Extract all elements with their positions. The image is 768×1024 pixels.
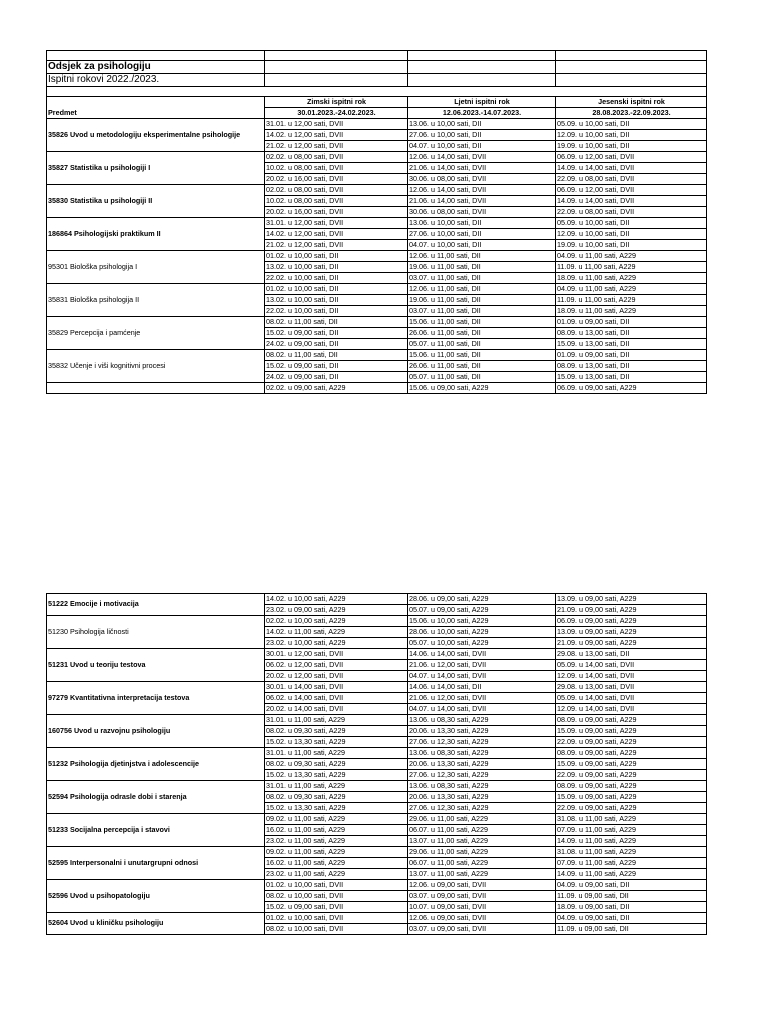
subject-cell: 51231 Uvod u teoriju testova	[47, 649, 265, 682]
summer-date-cell: 06.07. u 11,00 sati, A229	[408, 858, 556, 869]
subject-cell: 52594 Psihologija odrasle dobi i starenja	[47, 781, 265, 814]
autumn-date-cell: 19.09. u 10,00 sati, DII	[556, 240, 707, 251]
winter-date-cell: 14.02. u 12,00 sati, DVII	[265, 130, 408, 141]
winter-date-cell: 23.02. u 11,00 sati, A229	[265, 869, 408, 880]
autumn-date-cell: 06.09. u 09,00 sati, A229	[556, 616, 707, 627]
empty-cell	[47, 51, 265, 61]
winter-date-cell: 23.02. u 10,00 sati, A229	[265, 638, 408, 649]
winter-range: 30.01.2023.-24.02.2023.	[265, 108, 408, 119]
subject-cell: 95301 Biološka psihologija I	[47, 251, 265, 284]
autumn-date-cell: 04.09. u 11,00 sati, A229	[556, 284, 707, 295]
autumn-date-cell: 21.09. u 09,00 sati, A229	[556, 605, 707, 616]
winter-date-cell: 01.02. u 10,00 sati, DVII	[265, 880, 408, 891]
table-row	[47, 880, 707, 891]
subject-cell: 97279 Kvantitativna interpretacija testova	[47, 682, 265, 715]
winter-date-cell: 09.02. u 11,00 sati, A229	[265, 814, 408, 825]
winter-date-cell: 31.01. u 12,00 sati, DVII	[265, 119, 408, 130]
summer-date-cell: 04.07. u 14,00 sati, DVII	[408, 671, 556, 682]
summer-date-cell: 26.06. u 11,00 sati, DII	[408, 361, 556, 372]
autumn-range: 28.08.2023.-22.09.2023.	[556, 108, 707, 119]
summer-date-cell: 13.07. u 11,00 sati, A229	[408, 869, 556, 880]
autumn-date-cell: 13.09. u 09,00 sati, A229	[556, 627, 707, 638]
summer-date-cell: 03.07. u 09,00 sati, DVII	[408, 924, 556, 935]
autumn-date-cell: 07.09. u 11,00 sati, A229	[556, 825, 707, 836]
summer-date-cell: 04.07. u 10,00 sati, DII	[408, 141, 556, 152]
winter-header: Zimski ispitni rok	[265, 97, 408, 108]
summer-date-cell: 27.06. u 10,00 sati, DII	[408, 130, 556, 141]
summer-date-cell: 28.06. u 09,00 sati, A229	[408, 594, 556, 605]
winter-date-cell: 15.02. u 09,00 sati, DII	[265, 328, 408, 339]
subject-cell: 51233 Socijalna percepcija i stavovi	[47, 814, 265, 847]
winter-date-cell: 31.01. u 11,00 sati, A229	[265, 781, 408, 792]
winter-date-cell: 08.02. u 09,30 sati, A229	[265, 792, 408, 803]
autumn-date-cell: 14.09. u 11,00 sati, A229	[556, 869, 707, 880]
winter-date-cell: 08.02. u 09,30 sati, A229	[265, 726, 408, 737]
autumn-date-cell: 07.09. u 11,00 sati, A229	[556, 858, 707, 869]
summer-date-cell: 19.06. u 11,00 sati, DII	[408, 262, 556, 273]
summer-date-cell: 28.06. u 10,00 sati, A229	[408, 627, 556, 638]
autumn-date-cell: 18.09. u 11,00 sati, A229	[556, 306, 707, 317]
winter-date-cell: 20.02. u 16,00 sati, DVII	[265, 174, 408, 185]
winter-date-cell: 10.02. u 08,00 sati, DVII	[265, 196, 408, 207]
table-row	[47, 350, 707, 361]
autumn-date-cell: 12.09. u 14,00 sati, DVII	[556, 671, 707, 682]
autumn-date-cell: 15.09. u 13,00 sati, DII	[556, 372, 707, 383]
table-row	[47, 814, 707, 825]
summer-date-cell: 30.06. u 08,00 sati, DVII	[408, 174, 556, 185]
subject-cell: 51232 Psihologija djetinjstva i adolescencije	[47, 748, 265, 781]
autumn-date-cell: 04.09. u 09,00 sati, DII	[556, 880, 707, 891]
table-row	[47, 682, 707, 693]
autumn-date-cell: 11.09. u 11,00 sati, A229	[556, 295, 707, 306]
autumn-date-cell: 05.09. u 10,00 sati, DII	[556, 119, 707, 130]
subject-cell: 51222 Emocije i motivacija	[47, 594, 265, 616]
table-row	[47, 251, 707, 262]
winter-date-cell: 23.02. u 09,00 sati, A229	[265, 605, 408, 616]
winter-date-cell: 02.02. u 10,00 sati, A229	[265, 616, 408, 627]
winter-date-cell: 02.02. u 09,00 sati, A229	[265, 383, 408, 394]
autumn-date-cell: 11.09. u 11,00 sati, A229	[556, 262, 707, 273]
winter-date-cell: 15.02. u 13,30 sati, A229	[265, 770, 408, 781]
table-row	[47, 284, 707, 295]
winter-date-cell: 24.02. u 09,00 sati, DII	[265, 339, 408, 350]
autumn-date-cell: 08.09. u 13,00 sati, DII	[556, 361, 707, 372]
table-row	[47, 649, 707, 660]
summer-date-cell: 27.06. u 12,30 sati, A229	[408, 737, 556, 748]
autumn-date-cell: 22.09. u 08,00 sati, DVII	[556, 174, 707, 185]
autumn-date-cell: 05.09. u 14,00 sati, DVII	[556, 693, 707, 704]
autumn-date-cell: 14.09. u 14,00 sati, DVII	[556, 196, 707, 207]
subject-cell: 35832 Učenje i viši kognitivni procesi	[47, 350, 265, 383]
table-row	[47, 913, 707, 924]
autumn-date-cell: 22.09. u 08,00 sati, DVII	[556, 207, 707, 218]
summer-date-cell: 12.06. u 11,00 sati, DII	[408, 251, 556, 262]
winter-date-cell: 31.01. u 12,00 sati, DVII	[265, 218, 408, 229]
table-row	[47, 119, 707, 130]
winter-date-cell: 20.02. u 12,00 sati, DVII	[265, 671, 408, 682]
summer-date-cell: 13.06. u 10,00 sati, DII	[408, 119, 556, 130]
autumn-date-cell: 12.09. u 10,00 sati, DII	[556, 229, 707, 240]
summer-date-cell: 21.06. u 12,00 sati, DVII	[408, 693, 556, 704]
summer-date-cell: 04.07. u 10,00 sati, DII	[408, 240, 556, 251]
summer-date-cell: 03.07. u 11,00 sati, DII	[408, 273, 556, 284]
page-title: Odsjek za psihologiju	[47, 61, 265, 74]
summer-header: Ljetni ispitni rok	[408, 97, 556, 108]
winter-date-cell: 06.02. u 14,00 sati, DVII	[265, 693, 408, 704]
table-row	[47, 218, 707, 229]
table-row	[47, 317, 707, 328]
autumn-date-cell: 15.09. u 09,00 sati, A229	[556, 726, 707, 737]
subject-cell: 52604 Uvod u kliničku psihologiju	[47, 913, 265, 935]
autumn-date-cell: 06.09. u 09,00 sati, A229	[556, 383, 707, 394]
summer-date-cell: 20.06. u 13,30 sati, A229	[408, 792, 556, 803]
winter-date-cell: 24.02. u 09,00 sati, DII	[265, 372, 408, 383]
autumn-date-cell: 05.09. u 10,00 sati, DII	[556, 218, 707, 229]
summer-date-cell: 21.06. u 12,00 sati, DVII	[408, 660, 556, 671]
winter-date-cell: 15.02. u 13,30 sati, A229	[265, 737, 408, 748]
summer-date-cell: 19.06. u 11,00 sati, DII	[408, 295, 556, 306]
summer-date-cell: 15.06. u 10,00 sati, A229	[408, 616, 556, 627]
summer-date-cell: 05.07. u 10,00 sati, A229	[408, 638, 556, 649]
summer-date-cell: 12.06. u 11,00 sati, DII	[408, 284, 556, 295]
autumn-date-cell: 01.09. u 09,00 sati, DII	[556, 317, 707, 328]
autumn-header: Jesenski ispitni rok	[556, 97, 707, 108]
winter-date-cell: 13.02. u 10,00 sati, DII	[265, 295, 408, 306]
autumn-date-cell: 19.09. u 10,00 sati, DII	[556, 141, 707, 152]
autumn-date-cell: 13.09. u 09,00 sati, A229	[556, 594, 707, 605]
autumn-date-cell: 06.09. u 12,00 sati, DVII	[556, 185, 707, 196]
table-row	[47, 594, 707, 605]
autumn-date-cell: 08.09. u 09,00 sati, A229	[556, 748, 707, 759]
subject-cell	[47, 383, 265, 394]
autumn-date-cell: 15.09. u 09,00 sati, A229	[556, 759, 707, 770]
summer-date-cell: 06.07. u 11,00 sati, A229	[408, 825, 556, 836]
table-row	[47, 781, 707, 792]
summer-date-cell: 15.06. u 11,00 sati, DII	[408, 350, 556, 361]
subject-cell: 35829 Percepcija i pamćenje	[47, 317, 265, 350]
autumn-date-cell: 15.09. u 13,00 sati, DII	[556, 339, 707, 350]
subject-cell: 52596 Uvod u psihopatologiju	[47, 880, 265, 913]
summer-date-cell: 30.06. u 08,00 sati, DVII	[408, 207, 556, 218]
summer-date-cell: 12.06. u 14,00 sati, DVII	[408, 185, 556, 196]
summer-date-cell: 14.06. u 14,00 sati, DVII	[408, 649, 556, 660]
winter-date-cell: 08.02. u 09,30 sati, A229	[265, 759, 408, 770]
subject-cell: 52595 Interpersonalni i unutargrupni odnosi	[47, 847, 265, 880]
subject-cell: 160756 Uvod u razvojnu psihologiju	[47, 715, 265, 748]
table-row	[47, 715, 707, 726]
autumn-date-cell: 05.09. u 14,00 sati, DVII	[556, 660, 707, 671]
page-subtitle: Ispitni rokovi 2022./2023.	[47, 74, 265, 87]
winter-date-cell: 16.02. u 11,00 sati, A229	[265, 858, 408, 869]
table-row	[47, 383, 707, 394]
winter-date-cell: 08.02. u 11,00 sati, DII	[265, 350, 408, 361]
summer-date-cell: 05.07. u 11,00 sati, DII	[408, 339, 556, 350]
summer-date-cell: 13.07. u 11,00 sati, A229	[408, 836, 556, 847]
winter-date-cell: 30.01. u 14,00 sati, DVII	[265, 682, 408, 693]
table-row	[47, 152, 707, 163]
autumn-date-cell: 08.09. u 09,00 sati, A229	[556, 781, 707, 792]
summer-date-cell: 20.06. u 13,30 sati, A229	[408, 726, 556, 737]
summer-date-cell: 13.06. u 08,30 sati, A229	[408, 715, 556, 726]
winter-date-cell: 08.02. u 11,00 sati, DII	[265, 317, 408, 328]
summer-date-cell: 05.07. u 09,00 sati, A229	[408, 605, 556, 616]
winter-date-cell: 02.02. u 08,00 sati, DVII	[265, 185, 408, 196]
autumn-date-cell: 14.09. u 11,00 sati, A229	[556, 836, 707, 847]
autumn-date-cell: 01.09. u 09,00 sati, DII	[556, 350, 707, 361]
summer-date-cell: 21.06. u 14,00 sati, DVII	[408, 196, 556, 207]
autumn-date-cell: 15.09. u 09,00 sati, A229	[556, 792, 707, 803]
autumn-date-cell: 06.09. u 12,00 sati, DVII	[556, 152, 707, 163]
autumn-date-cell: 29.08. u 13,00 sati, DII	[556, 649, 707, 660]
winter-date-cell: 20.02. u 16,00 sati, DVII	[265, 207, 408, 218]
summer-date-cell: 03.07. u 09,00 sati, DVII	[408, 891, 556, 902]
summer-date-cell: 29.06. u 11,00 sati, A229	[408, 847, 556, 858]
autumn-date-cell: 31.08. u 11,00 sati, A229	[556, 847, 707, 858]
table-row	[47, 616, 707, 627]
autumn-date-cell: 22.09. u 09,00 sati, A229	[556, 803, 707, 814]
subject-header: Predmet	[47, 108, 265, 119]
autumn-date-cell: 04.09. u 09,00 sati, DII	[556, 913, 707, 924]
winter-date-cell: 02.02. u 08,00 sati, DVII	[265, 152, 408, 163]
summer-date-cell: 05.07. u 11,00 sati, DII	[408, 372, 556, 383]
autumn-date-cell: 08.09. u 09,00 sati, A229	[556, 715, 707, 726]
autumn-date-cell: 22.09. u 09,00 sati, A229	[556, 770, 707, 781]
winter-date-cell: 31.01. u 11,00 sati, A229	[265, 715, 408, 726]
summer-date-cell: 12.06. u 09,00 sati, DVII	[408, 880, 556, 891]
autumn-date-cell: 21.09. u 09,00 sati, A229	[556, 638, 707, 649]
summer-date-cell: 15.06. u 09,00 sati, A229	[408, 383, 556, 394]
winter-date-cell: 09.02. u 11,00 sati, A229	[265, 847, 408, 858]
subject-cell: 35830 Statistika u psihologiji II	[47, 185, 265, 218]
subject-cell: 51230 Psihologija ličnosti	[47, 616, 265, 649]
summer-date-cell: 13.06. u 08,30 sati, A229	[408, 748, 556, 759]
autumn-date-cell: 11.09. u 09,00 sati, DII	[556, 891, 707, 902]
summer-date-cell: 29.06. u 11,00 sati, A229	[408, 814, 556, 825]
winter-date-cell: 22.02. u 10,00 sati, DII	[265, 273, 408, 284]
subject-cell: 186864 Psihologijski praktikum II	[47, 218, 265, 251]
autumn-date-cell: 12.09. u 14,00 sati, DVII	[556, 704, 707, 715]
summer-date-cell: 27.06. u 12,30 sati, A229	[408, 803, 556, 814]
subject-cell: 35831 Biološka psihologija II	[47, 284, 265, 317]
autumn-date-cell: 31.08. u 11,00 sati, A229	[556, 814, 707, 825]
summer-date-cell: 04.07. u 14,00 sati, DVII	[408, 704, 556, 715]
winter-date-cell: 15.02. u 13,30 sati, A229	[265, 803, 408, 814]
winter-date-cell: 13.02. u 10,00 sati, DII	[265, 262, 408, 273]
winter-date-cell: 08.02. u 10,00 sati, DVII	[265, 891, 408, 902]
table-row	[47, 748, 707, 759]
autumn-date-cell: 18.09. u 09,00 sati, DII	[556, 902, 707, 913]
summer-range: 12.06.2023.-14.07.2023.	[408, 108, 556, 119]
summer-date-cell: 10.07. u 09,00 sati, DVII	[408, 902, 556, 913]
winter-date-cell: 14.02. u 11,00 sati, A229	[265, 627, 408, 638]
summer-date-cell: 12.06. u 14,00 sati, DVII	[408, 152, 556, 163]
summer-date-cell: 26.06. u 11,00 sati, DII	[408, 328, 556, 339]
summer-date-cell: 27.06. u 12,30 sati, A229	[408, 770, 556, 781]
summer-date-cell: 13.06. u 08,30 sati, A229	[408, 781, 556, 792]
winter-date-cell: 21.02. u 12,00 sati, DVII	[265, 141, 408, 152]
summer-date-cell: 14.06. u 14,00 sati, DII	[408, 682, 556, 693]
winter-date-cell: 01.02. u 10,00 sati, DVII	[265, 913, 408, 924]
summer-date-cell: 27.06. u 10,00 sati, DII	[408, 229, 556, 240]
autumn-date-cell: 14.09. u 14,00 sati, DVII	[556, 163, 707, 174]
table-row	[47, 185, 707, 196]
summer-date-cell: 03.07. u 11,00 sati, DII	[408, 306, 556, 317]
summer-date-cell: 12.06. u 09,00 sati, DVII	[408, 913, 556, 924]
winter-date-cell: 22.02. u 10,00 sati, DII	[265, 306, 408, 317]
autumn-date-cell: 18.09. u 11,00 sati, A229	[556, 273, 707, 284]
subject-cell: 35827 Statistika u psihologiji I	[47, 152, 265, 185]
winter-date-cell: 15.02. u 09,00 sati, DII	[265, 361, 408, 372]
winter-date-cell: 01.02. u 10,00 sati, DII	[265, 251, 408, 262]
winter-date-cell: 20.02. u 14,00 sati, DVII	[265, 704, 408, 715]
exam-schedule-table-1	[46, 50, 707, 394]
autumn-date-cell: 08.09. u 13,00 sati, DII	[556, 328, 707, 339]
autumn-date-cell: 12.09. u 10,00 sati, DII	[556, 130, 707, 141]
winter-date-cell: 01.02. u 10,00 sati, DII	[265, 284, 408, 295]
summer-date-cell: 15.06. u 11,00 sati, DII	[408, 317, 556, 328]
winter-date-cell: 08.02. u 10,00 sati, DVII	[265, 924, 408, 935]
winter-date-cell: 06.02. u 12,00 sati, DVII	[265, 660, 408, 671]
winter-date-cell: 15.02. u 09,00 sati, DVII	[265, 902, 408, 913]
autumn-date-cell: 11.09. u 09,00 sati, DII	[556, 924, 707, 935]
exam-schedule-table-2	[46, 593, 707, 935]
winter-date-cell: 23.02. u 11,00 sati, A229	[265, 836, 408, 847]
autumn-date-cell: 29.08. u 13,00 sati, DVII	[556, 682, 707, 693]
summer-date-cell: 21.06. u 14,00 sati, DVII	[408, 163, 556, 174]
subject-cell: 35826 Uvod u metodologiju eksperimentalne psihologije	[47, 119, 265, 152]
winter-date-cell: 10.02. u 08,00 sati, DVII	[265, 163, 408, 174]
autumn-date-cell: 22.09. u 09,00 sati, A229	[556, 737, 707, 748]
table-row	[47, 847, 707, 858]
winter-date-cell: 14.02. u 10,00 sati, A229	[265, 594, 408, 605]
autumn-date-cell: 04.09. u 11,00 sati, A229	[556, 251, 707, 262]
winter-date-cell: 16.02. u 11,00 sati, A229	[265, 825, 408, 836]
summer-date-cell: 13.06. u 10,00 sati, DII	[408, 218, 556, 229]
winter-date-cell: 21.02. u 12,00 sati, DVII	[265, 240, 408, 251]
winter-date-cell: 30.01. u 12,00 sati, DVII	[265, 649, 408, 660]
summer-date-cell: 20.06. u 13,30 sati, A229	[408, 759, 556, 770]
winter-date-cell: 14.02. u 12,00 sati, DVII	[265, 229, 408, 240]
winter-date-cell: 31.01. u 11,00 sati, A229	[265, 748, 408, 759]
